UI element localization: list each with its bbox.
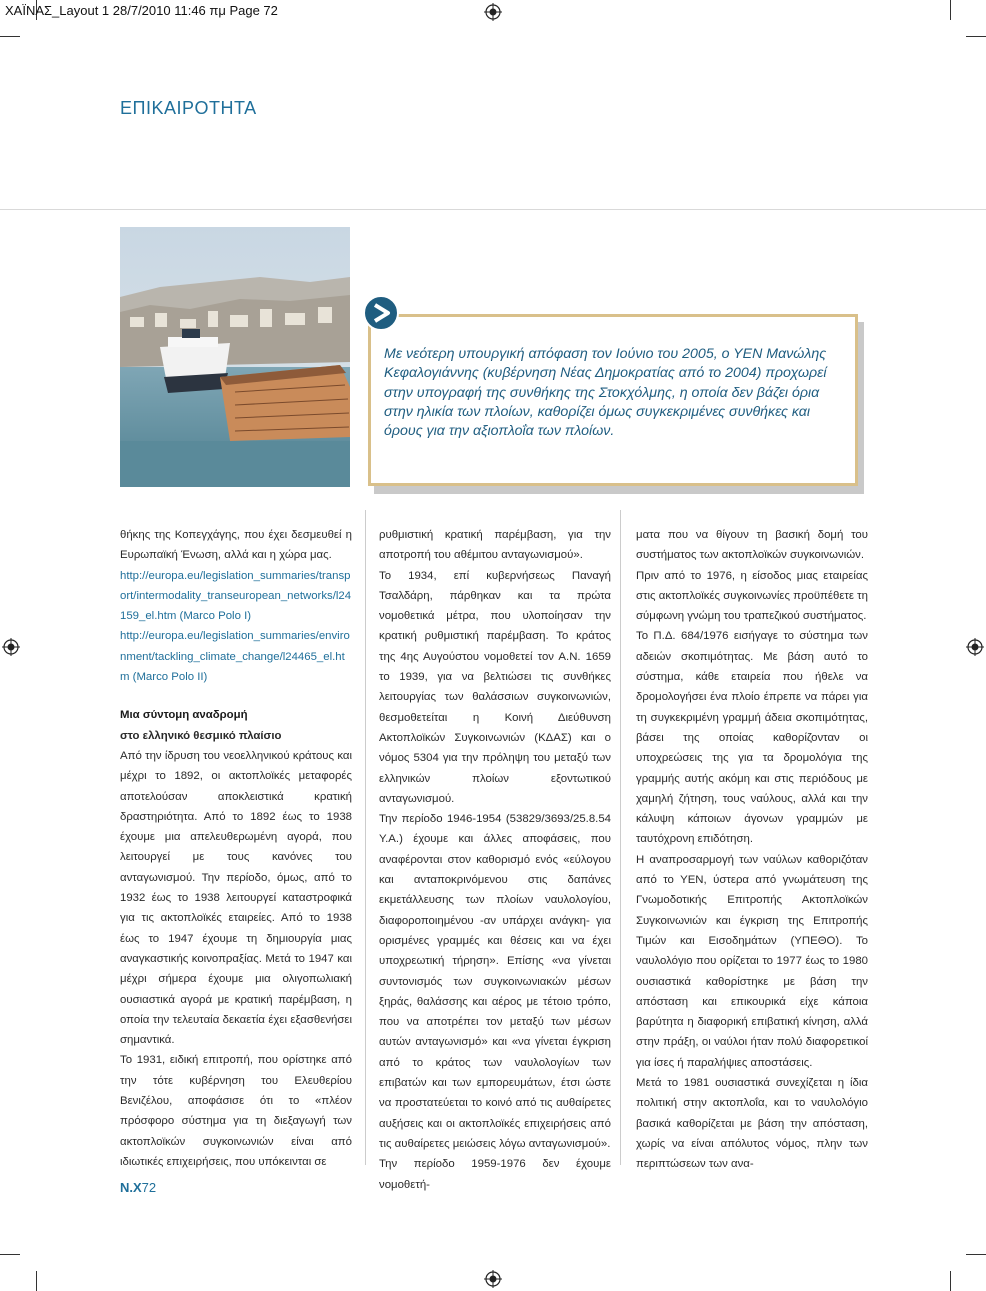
article-column-1 (120, 525, 352, 1172)
article-column-2 (379, 525, 611, 1195)
arrow-right-icon (362, 294, 400, 332)
crop-mark (950, 0, 951, 20)
paragraph: θήκης της Κοπεγχάγης, που έχει δεσμευθεί η Ευρωπαϊκή Ένωση, αλλά και η χώρα μας. (120, 529, 352, 562)
registration-mark-icon (484, 3, 502, 21)
page-footer (120, 1180, 156, 1195)
subheading: Μια σύντομη αναδρομή (120, 709, 248, 722)
paragraph: Από την ίδρυση του νεοελληνικού κράτους και μέχρι το 1892, οι ακτοπλοϊκές μεταφορές αποτελούσαν αποκλειστικά κρατική δραστηριότητα. Από το 1892 έως το 1938 έχουμε μια απελευθερωμένη αγορά, που λειτουργεί με τους κανόνες του ανταγωνισμού. Την περίοδο, όμως, από το 1932 έως το 1938 λειτουργεί καταστροφικά για τις ακτοπλοϊκές εταιρείες. Από το 1938 έως το 1947 έχουμε τη δημιουργία μιας αναγκαστικής κοινοπραξίας. Μετά το 1947 και μέχρι σήμερα έχουμε μια ολιγοπωλιακή ουσιαστικά αγορά με κρατική παρέμβαση, η οποία την τελευταία δεκαετία έχει εξασθενήσει σημαντικά. (120, 749, 352, 1047)
print-slug: ΧΑΪΝΑΣ_Layout 1 28/7/2010 11:46 πμ Page 72 (5, 3, 278, 18)
registration-mark-icon (484, 1270, 502, 1288)
harbour-photo (120, 227, 350, 487)
crop-mark (966, 1254, 986, 1255)
paragraph: Η αναπροσαρμογή των ναύλων καθοριζόταν από το ΥΕΝ, ύστερα από γνωμάτευση της Γνωμοδοτικής Επιτροπής Ακτοπλοϊκών Συγκοινωνιών και έγκριση της Επιτροπής Τιμών και Εισοδημάτων (ΥΠΕΘΟ). Το ναυλολόγιο που ορίζεται το 1977 έως το 1980 ουσιαστικά καθορίστηκε με βάση την απόσταση και επικουρικά είχε κάποια βαρύτητα η διαφορική επιβατική κίνηση, αλλά στην πράξη, οι ναύλοι ήταν πολύ διαφορετικοί για ίσες ή παραλήψιες αποστάσεις. (636, 853, 868, 1069)
crop-mark (36, 1271, 37, 1291)
page-number: 72 (141, 1180, 157, 1195)
crop-mark (966, 36, 986, 37)
paragraph: ρυθμιστική κρατική παρέμβαση, για την αποτροπή του αθέμιτου ανταγωνισμού». (379, 529, 611, 562)
paragraph: Το Π.Δ. 684/1976 εισήγαγε το σύστημα των αδειών σκοπιμότητας. Με βάση αυτό το σύστημα, κάθε εταιρεία που ήθελε να δρομολογήσει ένα πλοίο έπρεπε να πάρει για τη συγκεκριμένη γραμμή άδεια σκοπιμότητας, βάσει της οποίας καθορίζονταν οι υποχρεώσεις της για τα δρομολόγια της γραμμής αυτής ακόμη και στις περιόδους με χαμηλή ζήτηση, τους ναύλους, αλλά και την κάλυψη κάποιων άγονων γραμμών με ταυτόχρονη επιδότηση. (636, 630, 868, 846)
crop-mark (0, 1254, 20, 1255)
crop-mark (0, 36, 20, 37)
paragraph: ματα που να θίγουν τη βασική δομή του συστήματος των ακτοπλοϊκών συγκοινωνιών. (636, 529, 868, 562)
reference-link[interactable]: http://europa.eu/legislation_summaries/environment/tackling_climate_change/l24465_el.htm (Marco Polo II) (120, 630, 350, 684)
subheading: στο ελληνικό θεσμικό πλαίσιο (120, 729, 282, 742)
paragraph: Την περίοδο 1946-1954 (53829/3693/25.8.54 Υ.Α.) έχουμε και άλλες αποφάσεις, που αναφέρονται στον καθορισμό ενός «εύλογου και ανταποκρινόμενου στις δαπάνες εκμετάλλευσης των πλοίων ναυλολογίου, διαφοροποιημένου -αν υπάρχει ανάγκη- για ορισμένες γραμμές και θέσεις και να έχει υποχρεωτική τήρηση». Επίσης «να γίνεται συντονισμός των συγκοινωνιακών μέσων ξηράς, θαλάσσης και αέρος με τέτοιο τρόπο, που να αποτρέπει τον μεταξύ των μέσων αυτών ανταγωνισμό» και «να γίνεται έγκριση από το κράτος των ναυλολογίων των επιβατών και των εμπορευμάτων, έτσι ώστε να προστατεύεται το κοινό από τις αυθαίρετες αυξήσεις και οι ακτοπλοϊκές επιχειρήσεις από τις αυθαίρετες μειώσεις λόγω ανταγωνισμού». (379, 813, 611, 1150)
crop-mark (950, 1271, 951, 1291)
magazine-brand: Ν.Χ (120, 1180, 142, 1195)
header-divider (0, 209, 986, 210)
reference-link[interactable]: http://europa.eu/legislation_summaries/transport/intermodality_transeuropean_networks/l24159_el.htm (Marco Polo I) (120, 569, 352, 623)
registration-mark-icon (2, 638, 20, 656)
paragraph: Μετά το 1981 ουσιαστικά συνεχίζεται η ίδια πολιτική στην ακτοπλοΐα, και το ναυλολόγιο βασικά καθορίζεται με βάση την απόσταση, χωρίς να είναι απόλυτος νόμος, πλην των περιπτώσεων των ανα- (636, 1077, 868, 1171)
paragraph: Το 1934, επί κυβερνήσεως Παναγή Τσαλδάρη, πάρθηκαν και τα πρώτα νομοθετικά μέτρα, που υλοποίησαν την κρατική ρυθμιστική παρέμβαση. Το κράτος της 4ης Αυγούστου νομοθετεί τον Α.Ν. 1659 το 1939, για να βελτιώσει τις συνθήκες λειτουργίας των θαλάσσιων συγκοινωνιών, θεσμοθετείται η Κοινή Διεύθυνση Ακτοπλοϊκών Συγκοινωνιών (ΚΔΑΣ) και ο νόμος 5304 για την πρόληψη του μεταξύ των ελληνικών πλοίων εξοντωτικού ανταγωνισμού. (379, 569, 611, 805)
section-title: ΕΠΙΚΑΙΡΟΤΗΤΑ (120, 98, 257, 118)
paragraph: Την περίοδο 1959-1976 δεν έχουμε νομοθετή- (379, 1158, 611, 1191)
column-divider (365, 510, 366, 1165)
article-column-3 (636, 525, 868, 1175)
column-divider (620, 510, 621, 1165)
pull-quote-text: Με νεότερη υπουργική απόφαση τον Ιούνιο του 2005, ο ΥΕΝ Μανώλης Κεφαλογιάννης (κυβέρνηση Νέας Δημοκρατίας από το 2004) προχωρεί στην υπογραφή της συνθήκης της Στοκχόλμης, η οποία δεν βάζει όρια στην ηλικία των πλοίων, καθορίζει όμως συγκεκριμένες συνθήκες και όρους για την αξιοπλοΐα των πλοίων. (384, 346, 827, 440)
paragraph: Πριν από το 1976, η είσοδος μιας εταιρείας στις ακτοπλοϊκές συγκοινωνίες προϋπέθετε τη σύμφωνη γνώμη του τραπεζικού συστήματος. (636, 569, 868, 623)
registration-mark-icon (966, 638, 984, 656)
paragraph: Το 1931, ειδική επιτροπή, που ορίστηκε από την τότε κυβέρνηση του Ελευθερίου Βενιζέλου, αποφάσισε ότι το «πλέον πρόσφορο σύστημα για τη διεξαγωγή των ακτοπλοϊκών συγκοινωνιών είναι από ιδιωτικές επιχειρήσεις, που υπόκεινται σε (120, 1054, 352, 1168)
